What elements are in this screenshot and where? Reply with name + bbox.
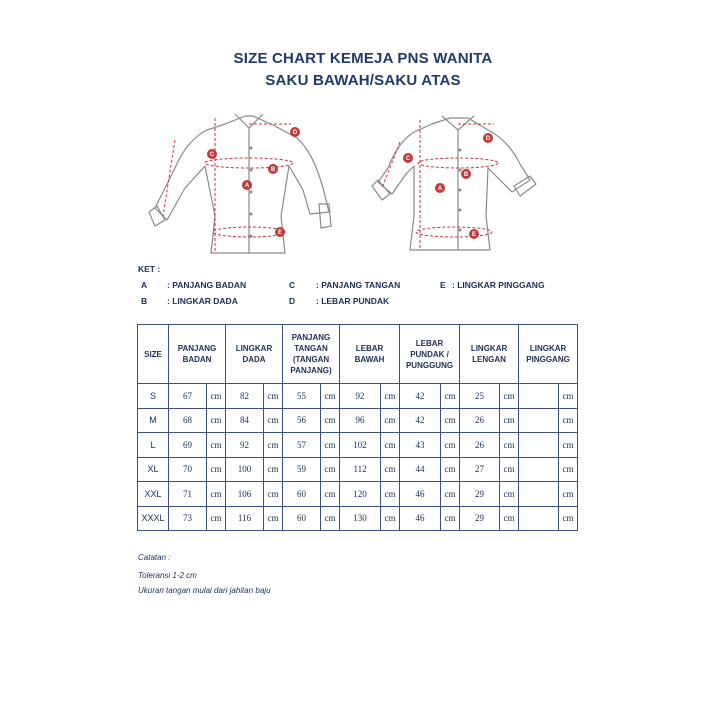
table-row xyxy=(138,482,578,507)
unit-cell: cm xyxy=(264,482,283,507)
value-cell: 73 xyxy=(169,506,207,531)
unit-cell: cm xyxy=(559,506,578,531)
unit-cell: cm xyxy=(441,506,460,531)
value-cell: 57 xyxy=(283,433,321,458)
unit-cell: cm xyxy=(264,433,283,458)
marker-a-2: A xyxy=(437,186,443,192)
header-lebar-bawah: LEBAR BAWAH xyxy=(340,325,400,384)
unit-cell: cm xyxy=(207,433,226,458)
unit-cell: cm xyxy=(264,506,283,531)
unit-cell: cm xyxy=(207,506,226,531)
value-cell: 25 xyxy=(460,384,500,409)
value-cell: 96 xyxy=(340,408,381,433)
unit-cell: cm xyxy=(264,457,283,482)
short-sleeve-shirt-illustration xyxy=(370,108,550,258)
value-cell: 70 xyxy=(169,457,207,482)
value-cell: 102 xyxy=(340,433,381,458)
marker-e: E xyxy=(277,230,283,236)
unit-cell: cm xyxy=(559,433,578,458)
notes-line-2: Ukuran tangan mulai dari jahitan baju xyxy=(138,586,271,595)
unit-cell: cm xyxy=(441,408,460,433)
unit-cell: cm xyxy=(500,384,519,409)
unit-cell: cm xyxy=(321,408,340,433)
unit-cell: cm xyxy=(500,506,519,531)
legend-key-d: D xyxy=(289,296,296,306)
unit-cell: cm xyxy=(381,506,400,531)
value-cell: 71 xyxy=(169,482,207,507)
value-cell: 26 xyxy=(460,408,500,433)
value-cell: 46 xyxy=(400,482,441,507)
value-cell: 67 xyxy=(169,384,207,409)
unit-cell: cm xyxy=(441,482,460,507)
value-cell xyxy=(519,384,559,409)
notes-heading: Catatan : xyxy=(138,553,171,562)
value-cell: 116 xyxy=(226,506,264,531)
unit-cell: cm xyxy=(321,506,340,531)
marker-d: D xyxy=(292,130,298,136)
value-cell: 42 xyxy=(400,384,441,409)
value-cell xyxy=(519,433,559,458)
value-cell: 42 xyxy=(400,408,441,433)
size-cell: XXL xyxy=(138,482,169,507)
unit-cell: cm xyxy=(559,384,578,409)
unit-cell: cm xyxy=(559,482,578,507)
value-cell: 59 xyxy=(283,457,321,482)
value-cell: 46 xyxy=(400,506,441,531)
long-sleeve-shirt-illustration xyxy=(145,108,350,258)
value-cell: 26 xyxy=(460,433,500,458)
unit-cell: cm xyxy=(441,384,460,409)
unit-cell: cm xyxy=(321,384,340,409)
table-row xyxy=(138,384,578,409)
unit-cell: cm xyxy=(500,482,519,507)
unit-cell: cm xyxy=(381,384,400,409)
unit-cell: cm xyxy=(381,482,400,507)
unit-cell: cm xyxy=(321,433,340,458)
value-cell: 69 xyxy=(169,433,207,458)
value-cell: 60 xyxy=(283,482,321,507)
value-cell: 27 xyxy=(460,457,500,482)
size-chart-table xyxy=(137,324,578,531)
size-cell: L xyxy=(138,433,169,458)
header-lingkar-lengan: LINGKAR LENGAN xyxy=(460,325,519,384)
unit-cell: cm xyxy=(207,384,226,409)
value-cell: 100 xyxy=(226,457,264,482)
value-cell: 112 xyxy=(340,457,381,482)
value-cell: 29 xyxy=(460,482,500,507)
value-cell xyxy=(519,408,559,433)
legend-label-c: : PANJANG TANGAN xyxy=(316,280,401,290)
value-cell: 55 xyxy=(283,384,321,409)
legend-key-a: A xyxy=(141,280,148,290)
unit-cell: cm xyxy=(321,457,340,482)
size-cell: M xyxy=(138,408,169,433)
header-panjang-tangan: PANJANG TANGAN (TANGAN PANJANG) xyxy=(283,325,340,384)
legend-key-c: C xyxy=(289,280,296,290)
marker-d-2: D xyxy=(485,136,491,142)
header-size: SIZE xyxy=(138,325,169,384)
value-cell: 60 xyxy=(283,506,321,531)
value-cell: 84 xyxy=(226,408,264,433)
value-cell: 68 xyxy=(169,408,207,433)
value-cell: 43 xyxy=(400,433,441,458)
legend-label-e: : LINGKAR PINGGANG xyxy=(452,280,545,290)
value-cell: 82 xyxy=(226,384,264,409)
legend-label-b: : LINGKAR DADA xyxy=(167,296,238,306)
page-title-line1: SIZE CHART KEMEJA PNS WANITA xyxy=(233,50,493,67)
unit-cell: cm xyxy=(559,457,578,482)
legend-label-d: : LEBAR PUNDAK xyxy=(316,296,390,306)
unit-cell: cm xyxy=(441,457,460,482)
value-cell: 44 xyxy=(400,457,441,482)
unit-cell: cm xyxy=(264,408,283,433)
table-header-row xyxy=(138,325,578,384)
table-row xyxy=(138,506,578,531)
unit-cell: cm xyxy=(207,482,226,507)
size-cell: XXXL xyxy=(138,506,169,531)
unit-cell: cm xyxy=(500,457,519,482)
value-cell: 92 xyxy=(340,384,381,409)
value-cell: 106 xyxy=(226,482,264,507)
header-lingkar-dada: LINGKAR DADA xyxy=(226,325,283,384)
value-cell xyxy=(519,482,559,507)
marker-b-2: B xyxy=(463,172,469,178)
header-lingkar-pinggang: LINGKAR PINGGANG xyxy=(519,325,578,384)
unit-cell: cm xyxy=(500,408,519,433)
unit-cell: cm xyxy=(381,433,400,458)
legend-heading: KET : xyxy=(138,264,161,274)
unit-cell: cm xyxy=(207,408,226,433)
value-cell xyxy=(519,506,559,531)
value-cell xyxy=(519,457,559,482)
unit-cell: cm xyxy=(559,408,578,433)
value-cell: 29 xyxy=(460,506,500,531)
marker-a: A xyxy=(244,183,250,189)
value-cell: 56 xyxy=(283,408,321,433)
unit-cell: cm xyxy=(381,457,400,482)
value-cell: 130 xyxy=(340,506,381,531)
header-panjang-badan: PANJANG BADAN xyxy=(169,325,226,384)
unit-cell: cm xyxy=(207,457,226,482)
unit-cell: cm xyxy=(264,384,283,409)
unit-cell: cm xyxy=(321,482,340,507)
value-cell: 92 xyxy=(226,433,264,458)
marker-c-2: C xyxy=(405,156,411,162)
marker-e-2: E xyxy=(471,232,477,238)
page-title-line2: SAKU BAWAH/SAKU ATAS xyxy=(265,72,461,89)
legend-key-b: B xyxy=(141,296,148,306)
value-cell: 120 xyxy=(340,482,381,507)
unit-cell: cm xyxy=(441,433,460,458)
unit-cell: cm xyxy=(381,408,400,433)
size-cell: XL xyxy=(138,457,169,482)
header-lebar-pundak: LEBAR PUNDAK / PUNGGUNG xyxy=(400,325,460,384)
table-row xyxy=(138,408,578,433)
notes-line-1: Toleransi 1-2 cm xyxy=(138,571,197,580)
legend-key-e: E xyxy=(440,280,446,290)
marker-b: B xyxy=(270,167,276,173)
table-row xyxy=(138,433,578,458)
marker-c: C xyxy=(209,152,215,158)
size-cell: S xyxy=(138,384,169,409)
unit-cell: cm xyxy=(500,433,519,458)
legend-label-a: : PANJANG BADAN xyxy=(167,280,247,290)
table-row xyxy=(138,457,578,482)
